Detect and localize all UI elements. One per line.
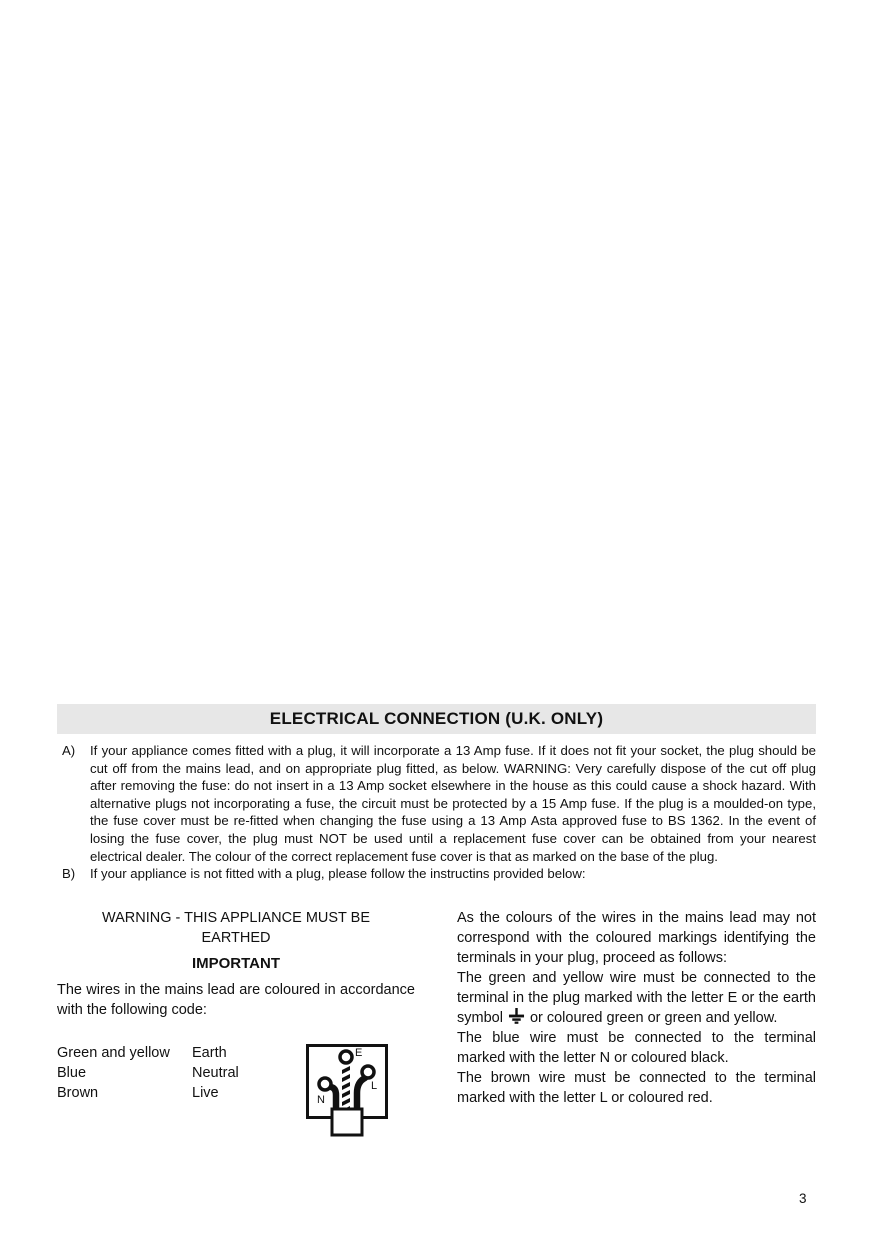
table-row: [57, 1043, 305, 1063]
terminal-cell: Neutral: [192, 1064, 239, 1081]
paragraph-text-before: The green and yellow wire must be connected to the terminal in the plug marked with the letter E or the earth symbol: [457, 969, 816, 1026]
brown-wire-paragraph: The brown wire must be connected to the terminal marked with the letter L or coloured red.: [457, 1069, 816, 1106]
earth-terminal: [340, 1051, 352, 1063]
instruction-item-b: [57, 865, 816, 883]
instruction-text: If your appliance is not fitted with a plug, please follow the instructins provided below:: [90, 866, 586, 882]
right-column: [457, 908, 816, 1142]
earth-terminal-label: E: [355, 1046, 363, 1059]
cable-entry: [332, 1109, 362, 1135]
wire-colour-cell: Brown: [57, 1084, 99, 1101]
wire-colour-table: [57, 1043, 305, 1103]
warning-heading: [57, 908, 415, 948]
instruction-item-a: [57, 742, 816, 865]
two-column-section: [57, 908, 816, 1142]
earth-symbol-icon: [507, 1008, 526, 1024]
instruction-text: If your appliance comes fitted with a plug, it will incorporate a 13 Amp fuse. If it does not fit your socket, the plug should be cut off from the mains lead, and on appropriate plug fitted, as below. WARNING: Very carefully dispose of the cut off plug after removing the fuse: do not insert in a 13 Amp socket elsewhere in the house as this could cause a shock hazard. With alternative plugs not incorporating a fuse, the circuit must be protected by a 15 Amp fuse. If the plug is a moulded-on type, the fuse cover must be re-fitted when changing the fuse using a 13 Amp Asta approved fuse to BS 1362. In the event of losing the fuse cover, the plug must NOT be used until a replacement fuse cover can be obtained from your nearest electrical dealer. The colour of the correct replacement fuse cover is that as marked on the base of the plug.: [90, 743, 816, 864]
terminal-cell: Earth: [192, 1044, 227, 1061]
neutral-terminal: [319, 1078, 331, 1090]
table-row: [57, 1063, 305, 1083]
wire-table-and-plug: [57, 1043, 415, 1142]
live-terminal-label: L: [371, 1079, 378, 1092]
wire-colour-cell: Blue: [57, 1064, 87, 1081]
table-row: [57, 1083, 305, 1103]
live-terminal: [362, 1066, 374, 1078]
warning-line-1: WARNING - THIS APPLIANCE MUST BE: [101, 909, 371, 926]
uk-plug-diagram-icon: [305, 1043, 389, 1137]
section-title-bar: [57, 704, 816, 734]
instruction-list: [57, 742, 816, 883]
blue-wire-paragraph: The blue wire must be connected to the terminal marked with the letter N or coloured black.: [457, 1029, 816, 1066]
left-column: [57, 908, 415, 1142]
plug-wiring-diagram: [305, 1043, 389, 1142]
paragraph-text-after: or coloured green or green and yellow.: [529, 1009, 778, 1026]
important-heading: IMPORTANT: [191, 954, 281, 972]
terminal-cell: Live: [192, 1084, 219, 1101]
page-title: ELECTRICAL CONNECTION (U.K. ONLY): [269, 709, 604, 728]
page-content: [57, 704, 816, 1142]
colours-intro-paragraph: As the colours of the wires in the mains lead may not correspond with the coloured markings identifying the terminals in your plug, proceed as follows:: [457, 909, 816, 966]
warning-line-2: EARTHED: [201, 929, 271, 946]
neutral-terminal-label: N: [317, 1093, 325, 1106]
instruction-label: A): [62, 743, 76, 758]
green-yellow-wire-paragraph: [457, 968, 816, 1028]
wire-colour-cell: Green and yellow: [57, 1044, 170, 1061]
instruction-label: B): [62, 866, 76, 882]
wire-code-intro: The wires in the mains lead are coloured in accordance with the following code:: [57, 981, 415, 1018]
page-number: 3: [799, 1191, 807, 1206]
